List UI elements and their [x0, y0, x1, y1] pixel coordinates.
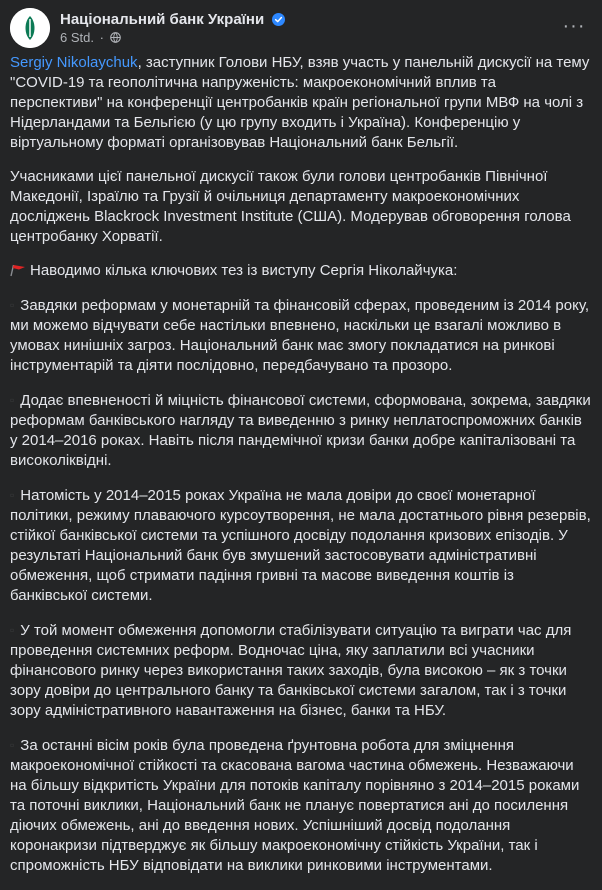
small-square-bullet-icon: ▫ [10, 393, 15, 407]
post-header [10, 8, 592, 48]
meta-separator: · [99, 30, 104, 45]
thesis-item [10, 295, 592, 376]
thesis-text: Додає впевненості й міцність фінансової системи, сформована, зокрема, завдяки реформам банківського нагляду та виведенню з ринку неплатоспроможних банків у 2014–2016 роках. Навіть після пандемічної кризи банки добре капіталізовані та високоліквідні. [10, 392, 591, 469]
theses-intro-paragraph [10, 261, 592, 281]
small-square-bullet-icon: ▫ [10, 738, 15, 752]
more-options-button[interactable] [556, 8, 592, 44]
thesis-item [10, 735, 592, 876]
thesis-item [10, 390, 592, 471]
post-meta [60, 30, 121, 45]
nbu-logo-icon [10, 8, 50, 48]
theses-intro-text: Наводимо кілька ключових тез із виступу Сергія Ніколайчука: [30, 262, 458, 279]
thesis-text: Натомість у 2014–2015 роках Україна не мала довіри до своєї монетарної політики, режиму плаваючого курсоутворення, не мала достатнього рівня резервів, стійкої банківської системи та успішного досвіду подолання кризових епізодів. У результаті Національний банк був змушений застосовувати адміністративні обмеження, щоб стримати падіння гривні та масове виведення коштів із банківської системи. [10, 487, 591, 604]
participants-paragraph: Учасниками цієї панельної дискусії також були голови центробанків Північної Македонії, Ізраїлю та Грузії й очільниця департаменту макроекономічних досліджень Blackrock Investment Institute (США). Модерував обговорення голова центробанку Хорватії. [10, 168, 571, 245]
globe-icon[interactable] [110, 32, 121, 43]
thesis-item [10, 620, 592, 721]
page-avatar[interactable] [10, 8, 50, 48]
post-timestamp[interactable]: 6 Std. [60, 30, 94, 45]
small-square-bullet-icon: ▫ [10, 298, 15, 312]
red-flag-icon [10, 263, 26, 277]
post-body [10, 53, 592, 890]
thesis-text: У той момент обмеження допомогли стабілізувати ситуацію та виграти час для проведення системних реформ. Водночас ціна, яку заплатили всі учасники фінансового ринку через використання таких заходів, була високою – як з точки зору довіри до центрального банку та банківської системи загалом, так і з точки зору адміністративного навантаження на бізнес, банки та НБУ. [10, 622, 572, 719]
verified-badge-icon [272, 13, 285, 26]
thesis-item [10, 485, 592, 606]
small-square-bullet-icon: ▫ [10, 488, 15, 502]
page-name-link[interactable] [60, 11, 285, 28]
thesis-text: За останні вісім років була проведена ґрунтовна робота для зміцнення макроекономічної стійкості та скасована вагома частина обмежень. Незважаючи на більшу відкритість України для потоків капіталу порівняно з 2014–2015 роками та поточні виклики, Національний банк не планує повертатися ані до посилення діючих обмежень, ані до введення нових. Успішніший досвід подолання коронакризи підтверджує як більшу макроекономічну стійкість України, так і спроможність НБУ відповідати на виклики ринковими інструментами. [10, 737, 580, 874]
thesis-text: Завдяки реформам у монетарній та фінансовій сферах, проведеним із 2014 року, ми можемо відчувати себе настільки впевнено, наскільки це взагалі можливо в умовах нинішніх загроз. Національний банк має змогу покладатися на ринкові інструментарій та діяти послідовно, передбачувано та прозоро. [10, 297, 590, 374]
page-name[interactable]: Національний банк України [60, 11, 265, 28]
mention-link[interactable]: Sergiy Nikolaychuk [10, 54, 138, 71]
intro-text: , заступник Голови НБУ, взяв участь у панельній дискусії на тему "COVID-19 та геополітична напруженість: макроекономічний вплив та перспективи" на конференції центробанків країн регіональної групи МВФ на чолі з Нідерландами та Бельгією (у цю групу входить і Україна). Конференцію у віртуальному форматі організовував Національний банк Бельгії. [10, 54, 590, 151]
intro-paragraph [10, 53, 592, 153]
small-square-bullet-icon: ▫ [10, 623, 15, 637]
more-options-icon: ··· [562, 14, 586, 37]
